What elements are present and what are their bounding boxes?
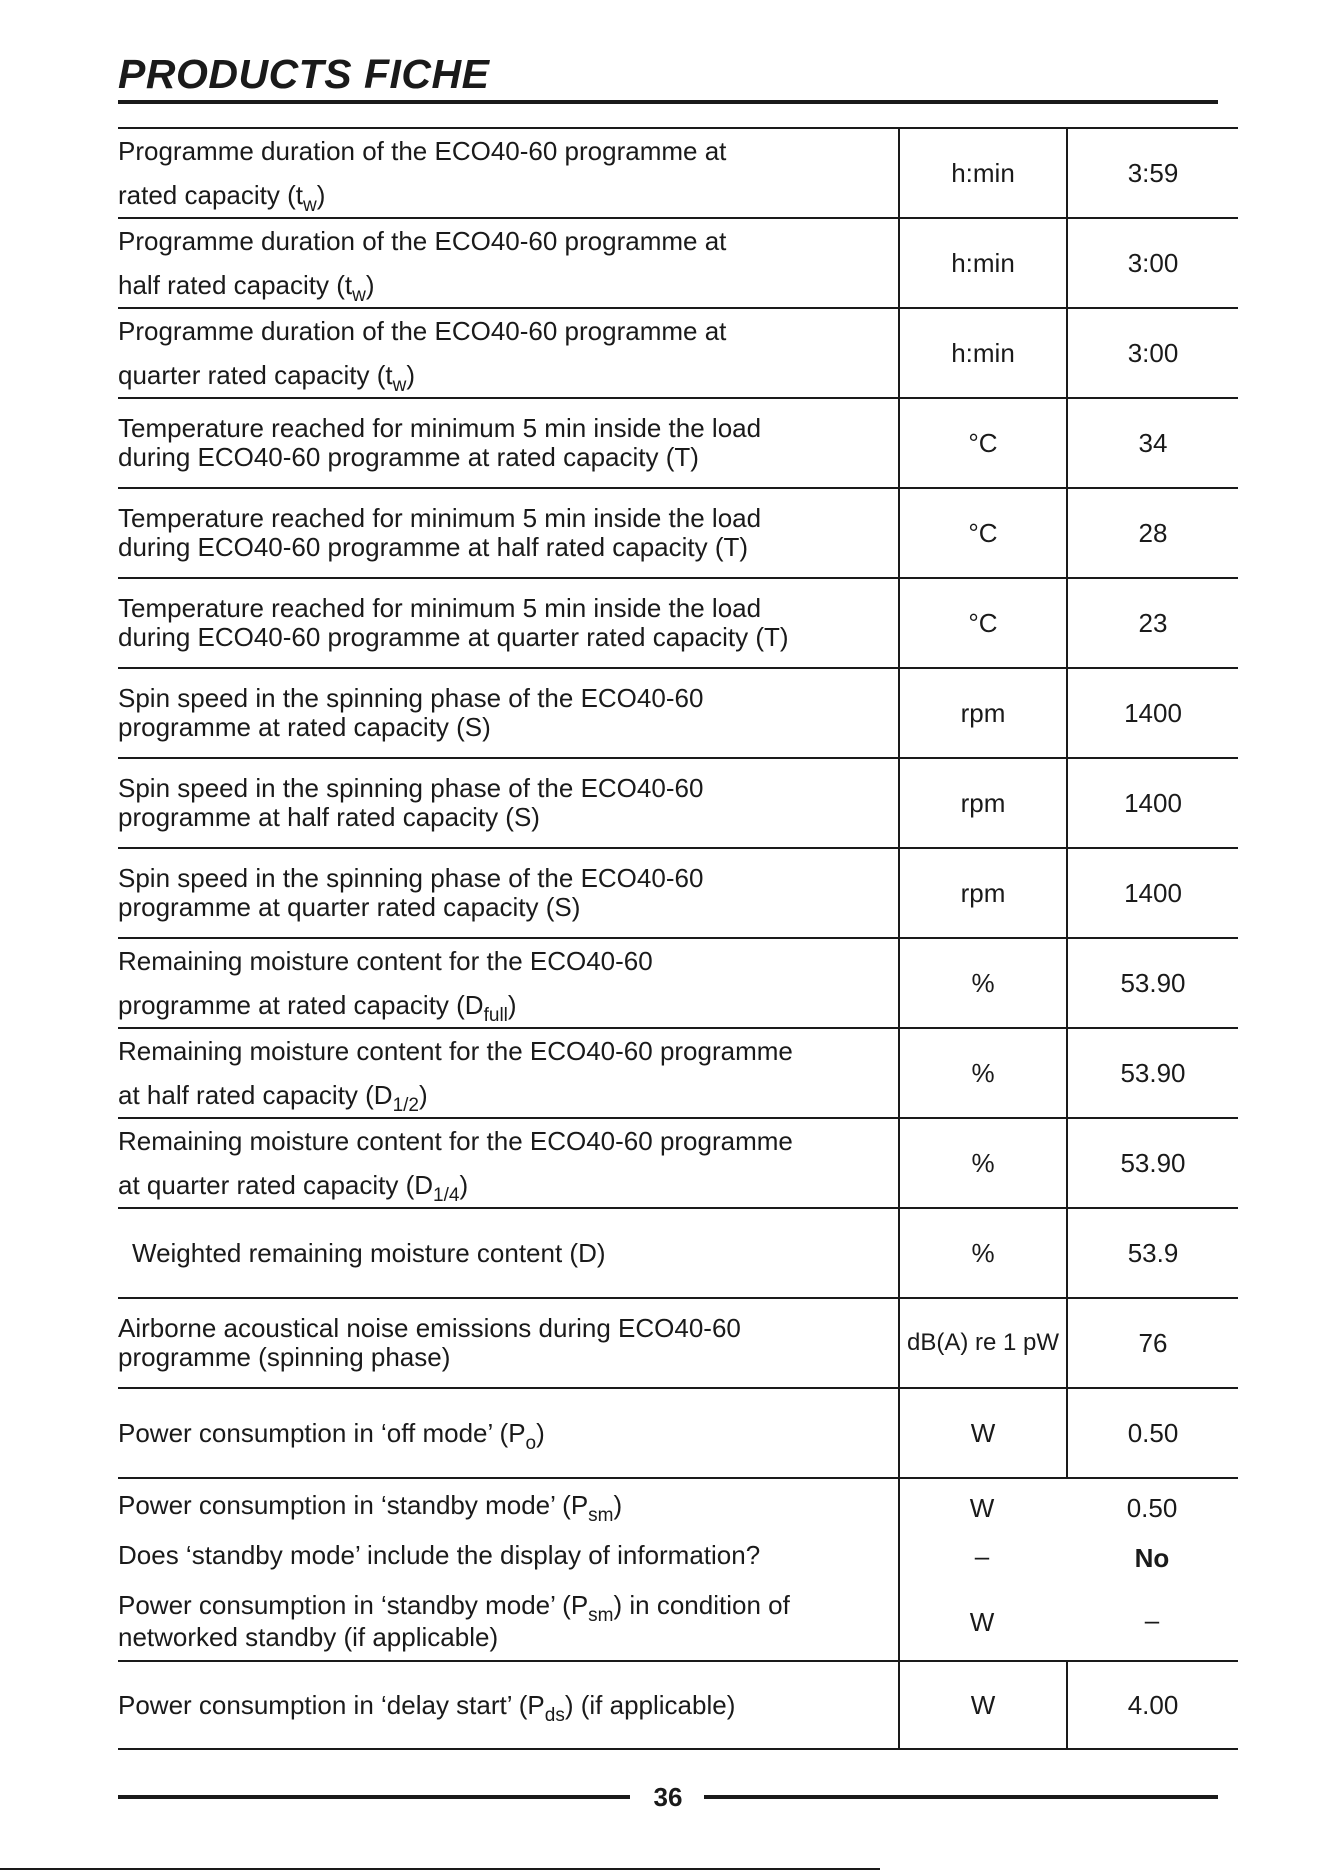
parameter-label: Weighted remaining moisture content (D) [132, 1237, 606, 1268]
table-row [118, 1387, 1238, 1477]
parameter-label: Power consumption in ‘standby mode’ $(P_{sm})$ in condition of [118, 1590, 790, 1626]
value-cell: No [1134, 1543, 1170, 1573]
value-cell: 0.50 [1066, 1389, 1238, 1477]
unit-cell: W [969, 1607, 995, 1637]
unit-cell: – [974, 1541, 990, 1571]
unit-cell: % [898, 939, 1066, 1027]
value-cell: 53.90 [1066, 1029, 1238, 1117]
table-row [118, 127, 1238, 217]
table-row [118, 1207, 1238, 1297]
unit-cell: W [969, 1493, 995, 1523]
parameter-label: Spin speed in the spinning phase of the ECO40-60 programme at rated capacity (S) [118, 683, 704, 742]
value-cell: 53.90 [1066, 939, 1238, 1027]
value-cell: 3:00 [1066, 309, 1238, 397]
products-fiche-table [118, 127, 1238, 1750]
table-row [118, 397, 1238, 487]
unit-cell: rpm [898, 759, 1066, 847]
parameter-label: Programme duration of the ECO40-60 programme at half rated capacity $(t_w)$ [118, 226, 727, 306]
parameter-label: Temperature reached for minimum 5 min inside the load during ECO40-60 programme at half rated capacity (T) [118, 503, 762, 562]
value-cell: 1400 [1066, 669, 1238, 757]
unit-cell: % [898, 1209, 1066, 1297]
bottom-edge-rule [0, 1868, 880, 1870]
unit-cell: h:min [898, 219, 1066, 307]
unit-cell: W [898, 1662, 1066, 1748]
table-row [118, 847, 1238, 937]
table-row [118, 937, 1238, 1027]
value-cell: 3:59 [1066, 129, 1238, 217]
standby-row [118, 1477, 1238, 1660]
unit-cell: °C [898, 489, 1066, 577]
unit-cell: h:min [898, 309, 1066, 397]
unit-cell: dB(A) re 1 pW [898, 1299, 1066, 1387]
parameter-label: Power consumption in ‘off mode’ $(P_o)$ [118, 1417, 545, 1454]
unit-cell: h:min [898, 129, 1066, 217]
parameter-label: Programme duration of the ECO40-60 programme at rated capacity $(t_w)$ [118, 136, 727, 216]
value-cell: 1400 [1066, 759, 1238, 847]
parameter-label: Remaining moisture content for the ECO40-60 programme at half rated capacity $(D_{1/2})$ [118, 1036, 793, 1116]
page-number: 36 [653, 1782, 683, 1812]
table-row [118, 1297, 1238, 1387]
table-row [118, 307, 1238, 397]
table-row [118, 1660, 1238, 1750]
value-cell: 28 [1066, 489, 1238, 577]
parameter-label: Airborne acoustical noise emissions during ECO40-60 programme (spinning phase) [118, 1313, 741, 1372]
table-row [118, 1027, 1238, 1117]
table-row [118, 577, 1238, 667]
parameter-label: Spin speed in the spinning phase of the ECO40-60 programme at quarter rated capacity (S) [118, 863, 704, 922]
parameter-label: Power consumption in ‘standby mode’ $(P_{sm})$ [118, 1490, 623, 1526]
parameter-label: Remaining moisture content for the ECO40-60 programme at rated capacity $(D_{full})$ [118, 946, 653, 1026]
value-cell: 3:00 [1066, 219, 1238, 307]
value-cell: 1400 [1066, 849, 1238, 937]
value-cell: – [1144, 1605, 1160, 1635]
unit-cell: rpm [898, 849, 1066, 937]
table-row [118, 487, 1238, 577]
value-cell: 23 [1066, 579, 1238, 667]
table-row [118, 217, 1238, 307]
unit-cell: rpm [898, 669, 1066, 757]
value-cell: 4.00 [1066, 1662, 1238, 1748]
value-cell: 76 [1066, 1299, 1238, 1387]
parameter-label: Temperature reached for minimum 5 min inside the load during ECO40-60 programme at rated capacity (T) [118, 413, 762, 472]
footer-rule-left [118, 1795, 630, 1799]
footer-rule-right [704, 1795, 1218, 1799]
table-row [118, 667, 1238, 757]
unit-cell: % [898, 1119, 1066, 1207]
value-cell: 0.50 [1126, 1493, 1178, 1523]
unit-cell: W [898, 1389, 1066, 1477]
parameter-label: Power consumption in ‘delay start’ $(P_{ds})$ (if applicable) [118, 1689, 736, 1726]
unit-cell: °C [898, 579, 1066, 667]
unit-cell: % [898, 1029, 1066, 1117]
table-row [118, 757, 1238, 847]
title-underline [118, 100, 1218, 104]
table-row [118, 1117, 1238, 1207]
parameter-label: Does ‘standby mode’ include the display of information? [118, 1540, 761, 1570]
parameter-label: Spin speed in the spinning phase of the ECO40-60 programme at half rated capacity (S) [118, 773, 704, 832]
parameter-label: Remaining moisture content for the ECO40-60 programme at quarter rated capacity $(D_{1/4})$ [118, 1126, 793, 1206]
value-cell: 34 [1066, 399, 1238, 487]
parameter-label: networked standby (if applicable) [118, 1622, 499, 1652]
parameter-label: Programme duration of the ECO40-60 programme at quarter rated capacity $(t_w)$ [118, 316, 727, 396]
value-cell: 53.90 [1066, 1119, 1238, 1207]
value-cell: 53.9 [1066, 1209, 1238, 1297]
page-title: PRODUCTS FICHE [118, 51, 490, 97]
unit-cell: °C [898, 399, 1066, 487]
parameter-label: Temperature reached for minimum 5 min inside the load during ECO40-60 programme at quarter rated capacity (T) [118, 593, 789, 652]
